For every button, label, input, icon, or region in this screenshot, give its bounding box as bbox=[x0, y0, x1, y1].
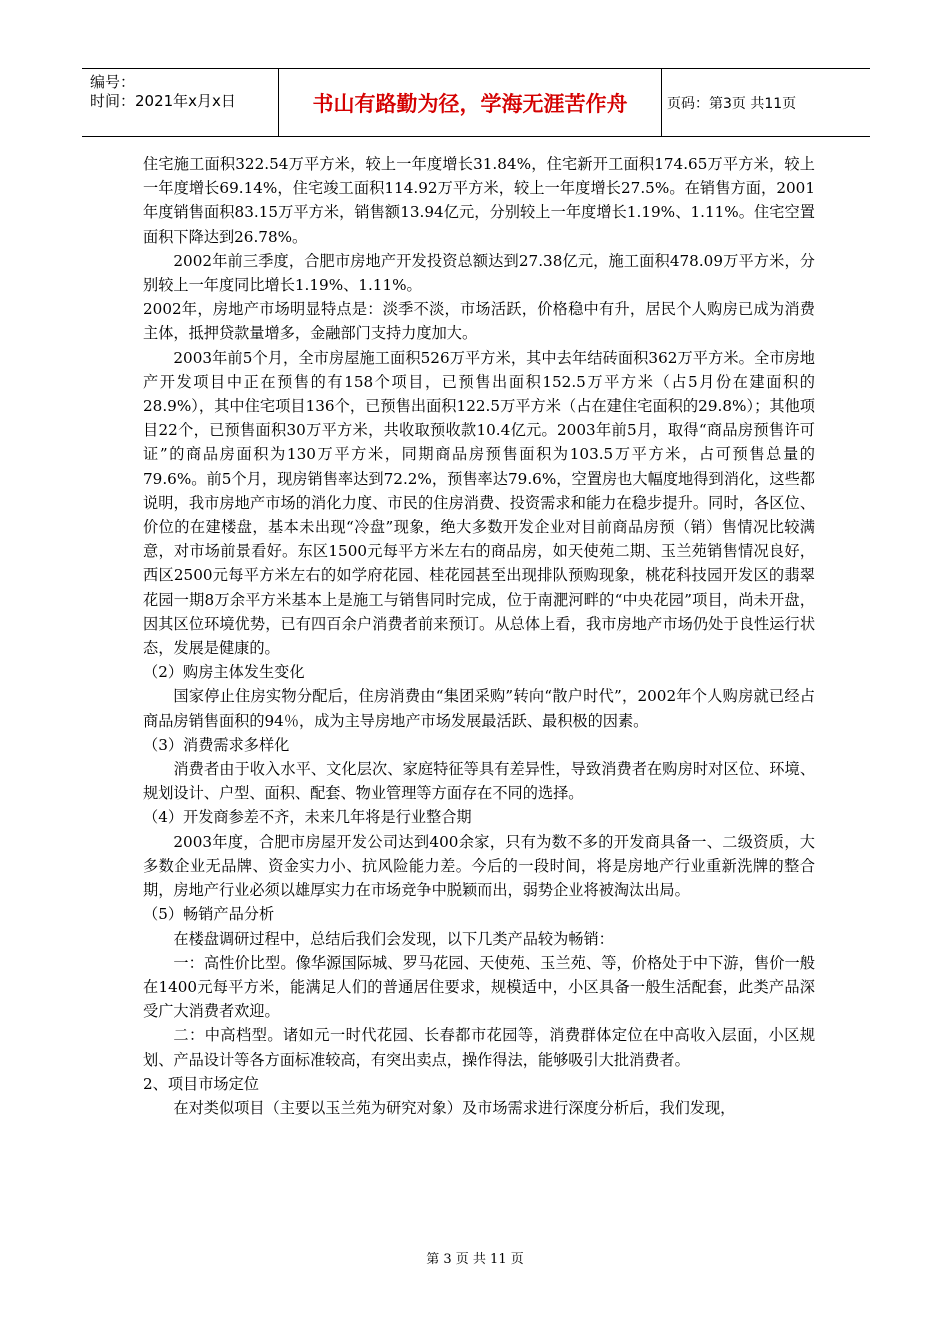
page-footer: 第 3 页 共 11 页 bbox=[426, 1252, 524, 1267]
paragraph: （2）购房主体发生变化 bbox=[143, 663, 305, 682]
paragraph: 住宅施工面积322.54万平方米，较上一年度增长31.84%，住宅新开工面积174.65万平方米，较上一年度增长69.14%，住宅竣工面积114.92万平方米，较上一年度增长27.5%。在销售方面，2001年度销售面积83.15万平方米，销售额13.94亿元，分别较上一年度增长1.19%、1.11%。住宅空置面积下降达到26.78%。 bbox=[143, 155, 815, 246]
paragraph: （5）畅销产品分析 bbox=[143, 905, 275, 924]
paragraph: 2、项目市场定位 bbox=[143, 1074, 259, 1093]
paragraph: 在楼盘调研过程中，总结后我们会发现，以下几类产品较为畅销： bbox=[173, 929, 614, 948]
paragraph: （4）开发商参差不齐，未来几年将是行业整合期 bbox=[143, 808, 472, 827]
paragraph: 2002年前三季度，合肥市房地产开发投资总额达到27.38亿元，施工面积478.09万平方米，分别较上一年度同比增长1.19%、1.11%。 bbox=[143, 251, 815, 295]
document-body bbox=[143, 152, 815, 1120]
paragraph: 2003年度，合肥市房屋开发公司达到400余家，只有为数不多的开发商具备一、二级资质，大多数企业无品牌、资金实力小、抗风险能力差。今后的一段时间，将是房地产行业重新洗牌的整合期，房地产行业必须以雄厚实力在市场竞争中脱颖而出，弱势企业将被淘汰出局。 bbox=[143, 832, 815, 900]
document-code-label: 编号： bbox=[90, 73, 136, 91]
header-motto: 书山有路勤为径，学海无涯苦作舟 bbox=[312, 91, 628, 116]
paragraph: 二：中高档型。诸如元一时代花园、长春都市花园等，消费群体定位在中高收入层面，小区规划、产品设计等各方面标准较高，有突出卖点，操作得法，能够吸引大批消费者。 bbox=[143, 1026, 815, 1069]
header-motto-cell bbox=[278, 69, 662, 136]
paragraph: 国家停止住房实物分配后，住房消费由“集团采购”转向“散户时代”，2002年个人购房就已经占商品房销售面积的94％，成为主导房地产市场发展最活跃、最积极的因素。 bbox=[143, 687, 815, 730]
paragraph: 一：高性价比型。像华源国际城、罗马花园、天使苑、玉兰苑、等，价格处于中下游，售价一般在1400元每平方米，能满足人们的普通居住要求，规模适中，小区具备一般生活配套，此类产品深受广大消费者欢迎。 bbox=[143, 953, 815, 1021]
paragraph: （3）消费需求多样化 bbox=[143, 735, 290, 754]
header-meta bbox=[82, 69, 278, 140]
header-page-info: 页码：第3页 共11页 bbox=[667, 95, 797, 112]
page-header bbox=[82, 68, 870, 137]
paragraph: 在对类似项目（主要以玉兰苑为研究对象）及市场需求进行深度分析后，我们发现， bbox=[173, 1098, 736, 1117]
document-date: 时间：2021年x月x日 bbox=[90, 92, 236, 110]
paragraph: 消费者由于收入水平、文化层次、家庭特征等具有差异性，导致消费者在购房时对区位、环境、规划设计、户型、面积、配套、物业管理等方面存在不同的选择。 bbox=[143, 760, 815, 803]
paragraph: 2003年前5个月，全市房屋施工面积526万平方米，其中去年结砖面积362万平方米。全市房地产开发项目中正在预售的有158个项目，已预售出面积152.5万平方米（占5月份在建面积的28.9%），其中住宅项目136个，已预售出面积122.5万平方米（占在建住宅面积的29.8%）；其他项目22个，已预售面积30万平方米，共收取预收款10.4亿元。2003年前5月，取得“商品房预售许可证”的商品房面积为130万平方米，同期商品房预售面积为103.5万平方米，占可预售总量的79.6%。前5个月，现房销售率达到72.2%，预售率达79.6%，空置房也大幅度地得到消化，这些都说明，我市房地产市场的消化力度、市民的住房消费、投资需求和能力在稳步提升。同时，各区位、价位的在建楼盘，基本未出现“冷盘”现象，绝大多数开发企业对目前商品房预（销）售情况比较满意，对市场前景看好。东区1500元每平方米左右的商品房，如天使苑二期、玉兰苑销售情况良好，西区2500元每平方米左右的如学府花园、桂花园甚至出现排队预购现象，桃花科技园开发区的翡翠花园一期8万余平方米基本上是施工与销售同时完成，位于南淝河畔的“中央花园”项目，尚未开盘，因其区位环境优势，已有四百余户消费者前来预订。从总体上看，我市房地产市场仍处于良性运行状态，发展是健康的。 bbox=[143, 348, 815, 658]
paragraph: 2002年，房地产市场明显特点是：淡季不淡，市场活跃，价格稳中有升，居民个人购房已成为消费主体，抵押贷款量增多，金融部门支持力度加大。 bbox=[143, 300, 815, 343]
